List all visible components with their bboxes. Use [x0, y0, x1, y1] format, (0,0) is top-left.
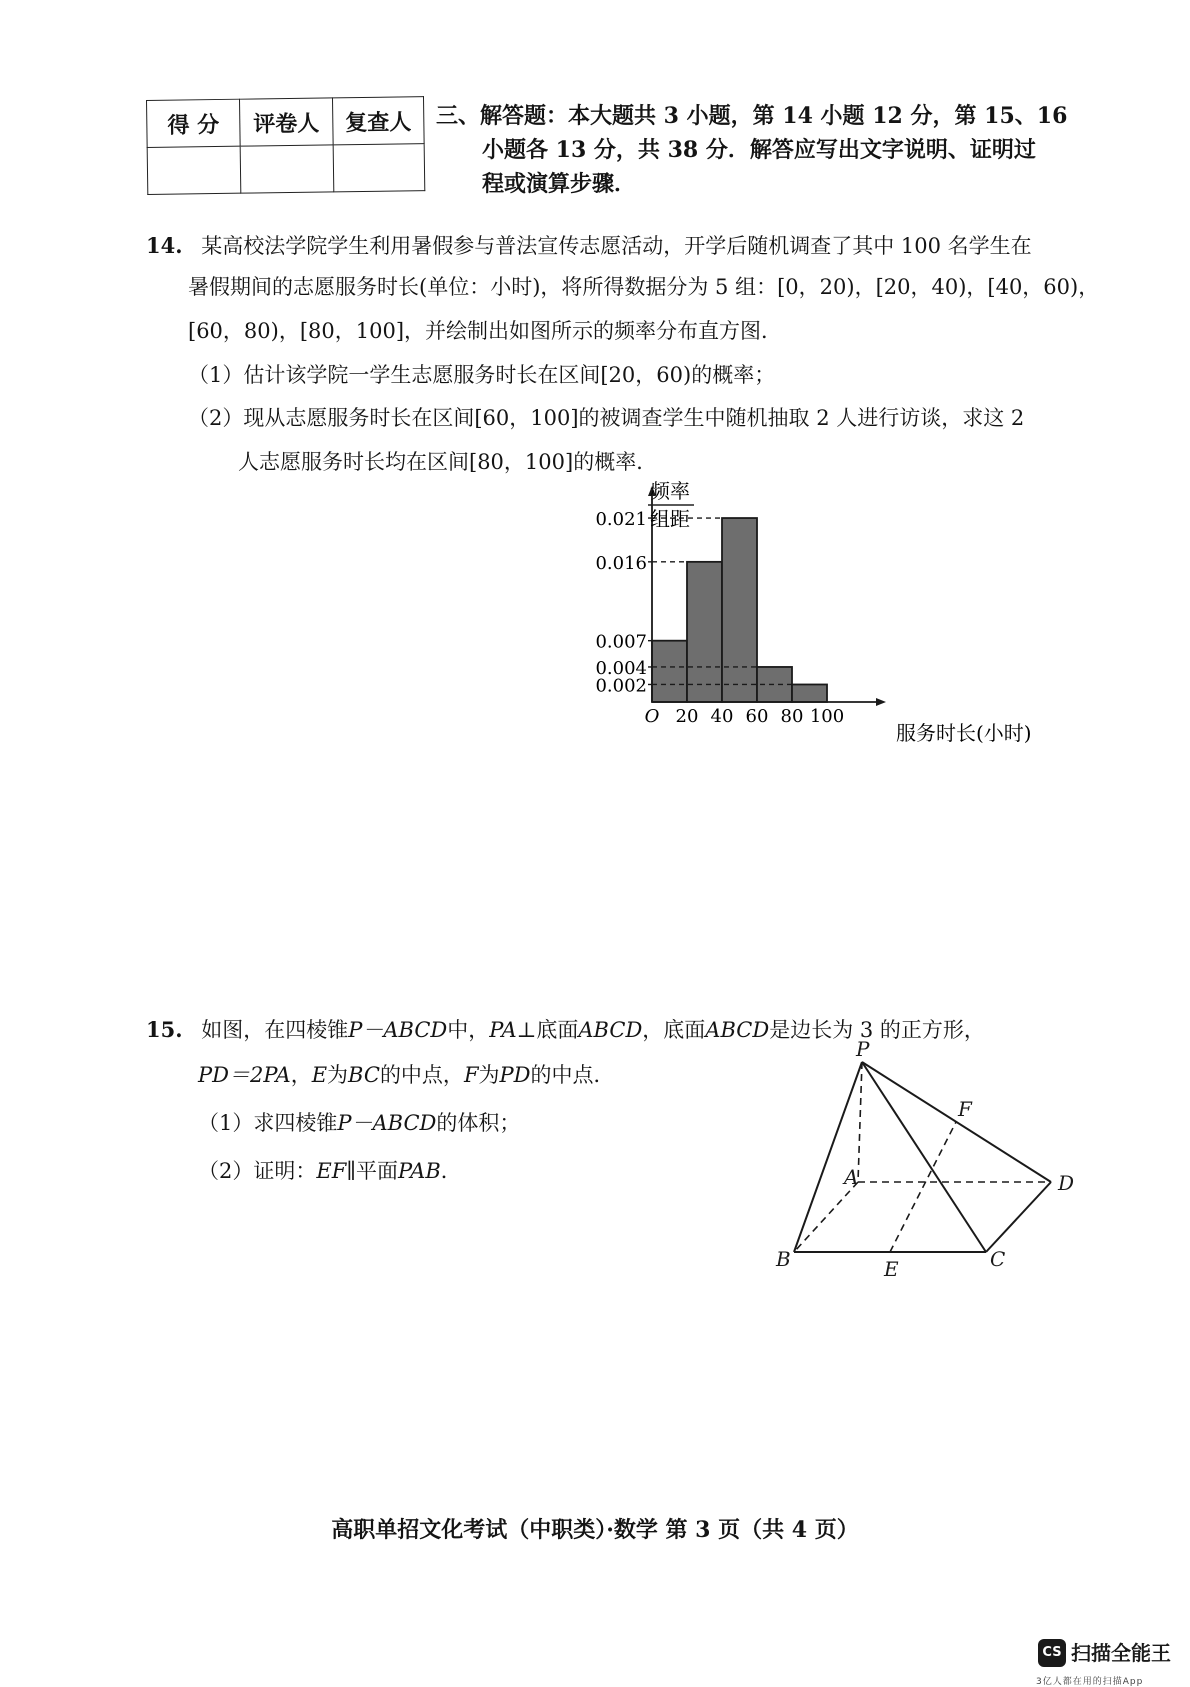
- q15-math: PD＝2PA: [198, 1063, 291, 1087]
- section-heading-line3: 程或演算步骤．: [482, 171, 637, 197]
- y-tick-label: 0.002: [595, 675, 647, 697]
- q15-text: 如图，在四棱锥: [201, 1018, 349, 1042]
- edge-CD: [986, 1182, 1051, 1252]
- q15-text: 为: [478, 1063, 500, 1087]
- q14-number: 14.: [146, 233, 183, 258]
- reviewer-header: 复查人: [332, 97, 424, 145]
- q15-math: ABCD: [705, 1018, 770, 1042]
- q15-text: （2）证明：: [198, 1159, 317, 1183]
- histogram-bar: [687, 562, 722, 702]
- q14-part1: （1）估计该学院一学生志愿服务时长在区间[20，60)的概率；: [188, 363, 776, 387]
- histogram-bar: [792, 684, 827, 702]
- q15-text: ，底面: [642, 1018, 706, 1042]
- q15-text: ⊥底面: [516, 1018, 579, 1042]
- score-header: 得 分: [147, 99, 241, 147]
- q15-math: P－ABCD: [348, 1018, 448, 1042]
- x-tick-label: 100: [809, 706, 845, 727]
- y-axis-label-top: 频率: [650, 479, 690, 503]
- page-footer: 高职单招文化考试（中职类）·数学 第 3 页（共 4 页）: [331, 1517, 859, 1543]
- label-E: E: [884, 1257, 899, 1281]
- histogram-bar: [652, 641, 687, 702]
- q15-math: P－ABCD: [337, 1111, 437, 1135]
- edge-PA: [858, 1062, 862, 1182]
- q14-part2-line1: （2）现从志愿服务时长在区间[60，100]的被调查学生中随机抽取 2 人进行访谈，求这 2: [188, 406, 1025, 430]
- q15-text: 中，: [447, 1018, 490, 1042]
- y-tick-label: 0.007: [595, 631, 647, 653]
- q15-math: E: [311, 1063, 328, 1087]
- y-tick-label: 0.016: [595, 552, 647, 574]
- q14-text-line1: 某高校法学院学生利用暑假参与普法宣传志愿活动，开学后随机调查了其中 100 名学生在: [201, 234, 1032, 258]
- q15-text: （1）求四棱锥: [198, 1111, 338, 1135]
- x-tick-label: O: [644, 706, 660, 727]
- x-tick-label: 20: [675, 706, 699, 727]
- q14-text-line2: 暑假期间的志愿服务时长(单位：小时)，将所得数据分为 5 组：[0，20)，[20，40)，[40，60)，: [188, 275, 1100, 299]
- score-table: [146, 96, 425, 195]
- q14-text-line3: [60，80)，[80，100]，并绘制出如图所示的频率分布直方图．: [188, 319, 783, 343]
- x-axis-label: 服务时长(小时): [896, 721, 1032, 745]
- grader-header: 评卷人: [239, 98, 333, 146]
- scanner-tagline: 3亿人都在用的扫描App: [1036, 1677, 1144, 1687]
- y-tick-label: 0.004: [595, 657, 647, 679]
- x-tick-label: 40: [710, 706, 734, 727]
- histogram-bar: [722, 518, 757, 702]
- section-heading: [436, 99, 1067, 201]
- label-P: P: [856, 1037, 870, 1061]
- q15-math: EF: [316, 1159, 347, 1183]
- score-cell: [147, 146, 241, 194]
- label-A: A: [844, 1165, 859, 1189]
- score-table-header-row: [147, 97, 425, 148]
- q15-line2: [198, 1054, 614, 1097]
- q15-text: ，: [290, 1063, 312, 1087]
- section-heading-line1: 三、解答题：本大题共 3 小题，第 14 小题 12 分，第 15、16: [436, 103, 1068, 129]
- x-tick-label: 60: [745, 706, 769, 727]
- q15-text: 的中点，: [379, 1063, 464, 1087]
- q15-math: PD: [499, 1063, 531, 1087]
- scanner-app-name: 扫描全能王: [1071, 1641, 1171, 1665]
- scanner-logo: CS: [1038, 1639, 1066, 1667]
- q15-math: F: [463, 1063, 479, 1087]
- section-heading-line2: 小题各 13 分，共 38 分．解答应写出文字说明、证明过: [482, 137, 1036, 163]
- reviewer-cell: [333, 144, 425, 192]
- grader-cell: [240, 145, 334, 193]
- y-tick-label: 0.021: [595, 509, 647, 531]
- q15-text: 的中点．: [530, 1063, 615, 1087]
- q14-part2-line2: 人志愿服务时长均在区间[80，100]的概率．: [238, 450, 658, 474]
- label-B: B: [776, 1247, 791, 1271]
- q15-text: ．: [440, 1159, 462, 1183]
- edge-PD: [862, 1062, 1051, 1182]
- y-axis-label-bottom: 组距: [650, 507, 690, 531]
- x-tick-label: 80: [780, 706, 804, 727]
- q15-text: 为: [327, 1063, 349, 1087]
- label-C: C: [990, 1247, 1006, 1271]
- q15-part1: [198, 1102, 520, 1145]
- q14-line1: [146, 224, 1032, 268]
- q15-math: BC: [348, 1063, 380, 1087]
- q15-text: ∥平面: [346, 1159, 398, 1183]
- edge-AB: [794, 1182, 858, 1252]
- q15-math: PAB: [397, 1159, 441, 1183]
- segment-EF: [890, 1122, 956, 1252]
- label-D: D: [1058, 1171, 1075, 1195]
- score-table-blank-row: [147, 144, 425, 195]
- x-axis-arrow: [876, 698, 886, 706]
- q15-text: 的体积；: [436, 1111, 521, 1135]
- q15-number: 15.: [146, 1017, 183, 1042]
- pyramid-figure: [760, 1037, 1080, 1281]
- edge-PC: [862, 1062, 986, 1252]
- q15-math: ABCD: [578, 1018, 643, 1042]
- q15-math: PA: [489, 1018, 517, 1042]
- frequency-histogram: [595, 479, 1070, 800]
- edge-PB: [794, 1062, 862, 1252]
- q15-part2: [198, 1150, 462, 1193]
- q15-text: 是边长为 3 的正方形，: [769, 1018, 985, 1042]
- label-F: F: [958, 1097, 972, 1121]
